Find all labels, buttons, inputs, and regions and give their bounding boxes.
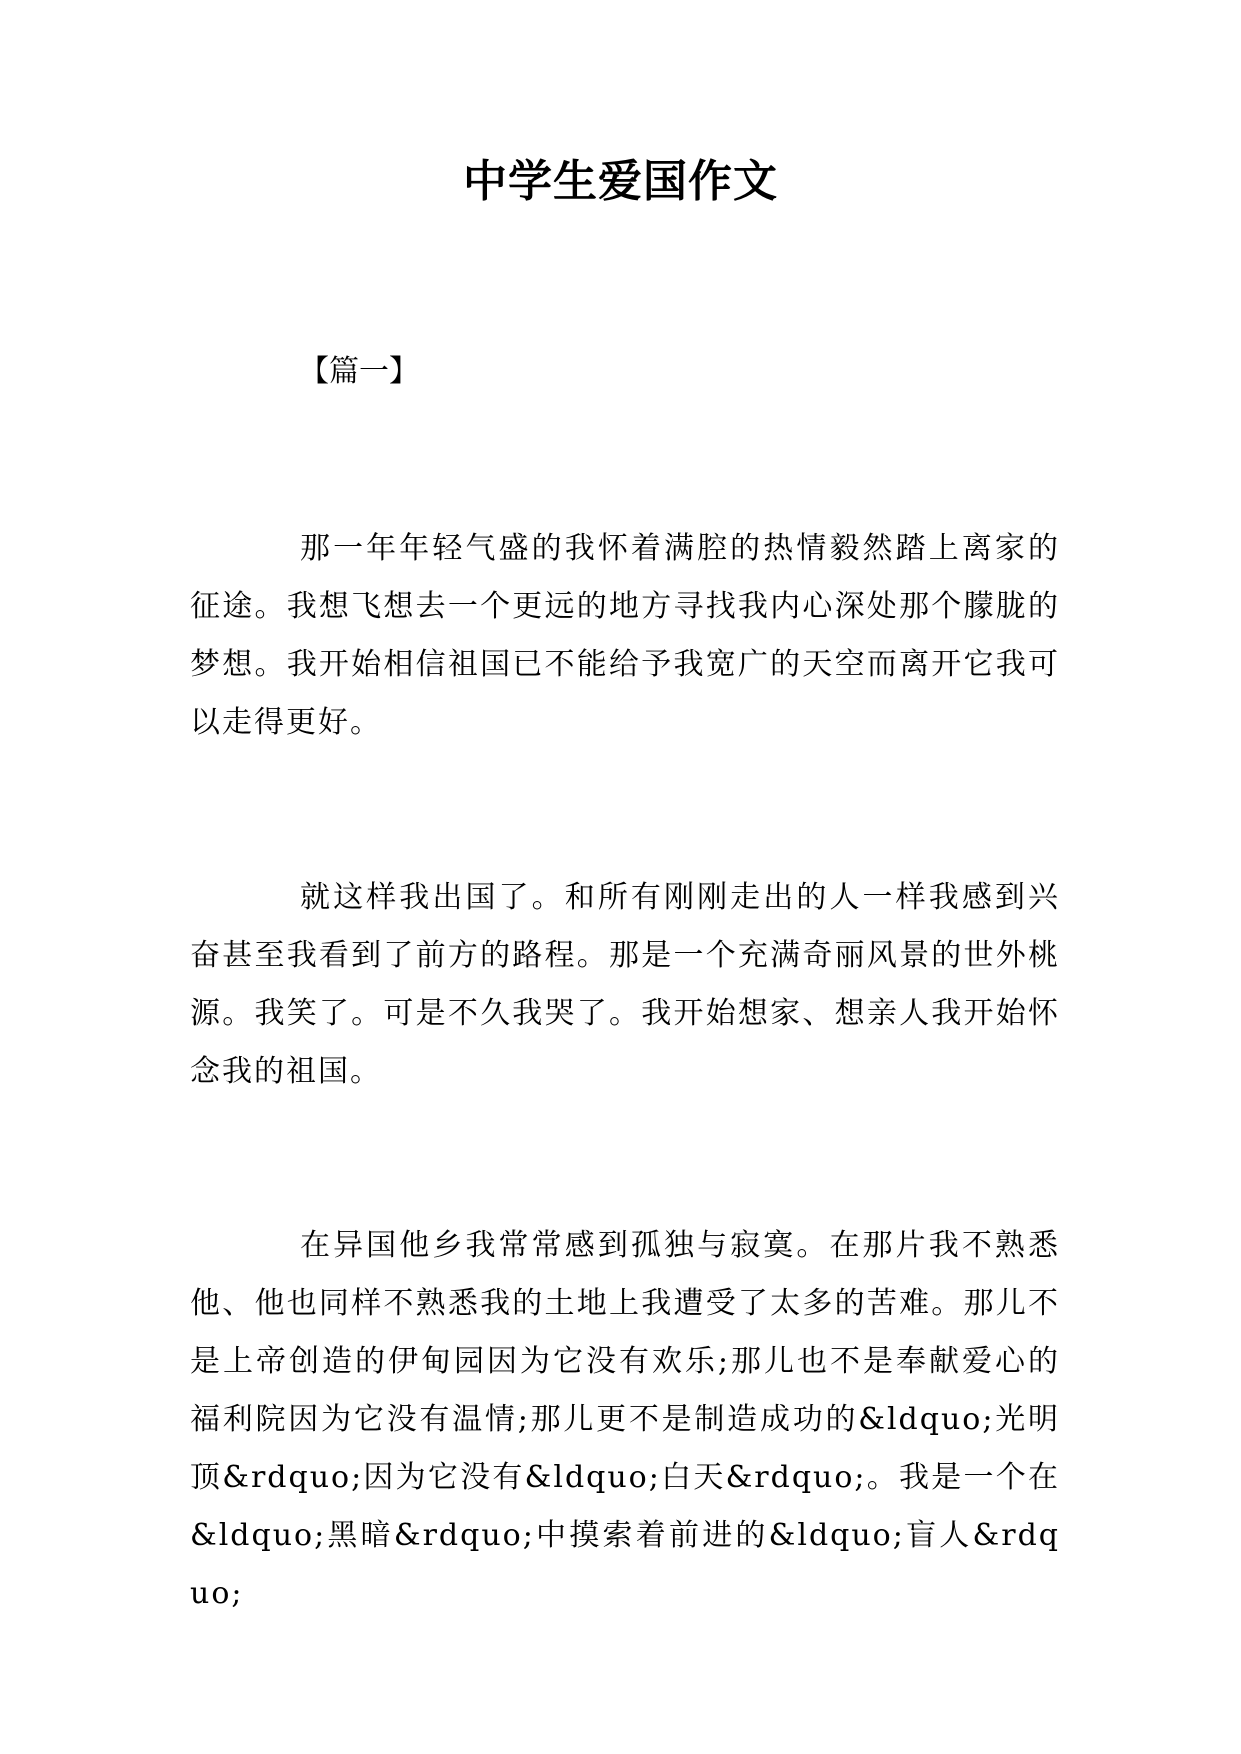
paragraph-3: 在异国他乡我常常感到孤独与寂寞。在那片我不熟悉他、他也同样不熟悉我的土地上我遭受了太多的苦难。那儿不是上帝创造的伊甸园因为它没有欢乐;那儿也不是奉献爱心的福利院因为它没有温情;那儿更不是制造成功的&ldquo;光明顶&rdquo;因为它没有&ldquo;白天&rdquo;。我是一个在&ldquo;黑暗&rdquo;中摸索着前进的&ldquo;盲人&rdquo; [190, 1228, 1060, 1611]
document-title: 中学生爱国作文 [463, 156, 778, 207]
paragraph-1: 那一年年轻气盛的我怀着满腔的热情毅然踏上离家的征途。我想飞想去一个更远的地方寻找我内心深处那个朦胧的梦想。我开始相信祖国已不能给予我宽广的天空而离开它我可以走得更好。 [190, 531, 1060, 740]
section-heading: 【篇一】 [299, 354, 419, 389]
paragraph-2: 就这样我出国了。和所有刚刚走出的人一样我感到兴奋甚至我看到了前方的路程。那是一个充满奇丽风景的世外桃源。我笑了。可是不久我哭了。我开始想家、想亲人我开始怀念我的祖国。 [190, 880, 1060, 1089]
